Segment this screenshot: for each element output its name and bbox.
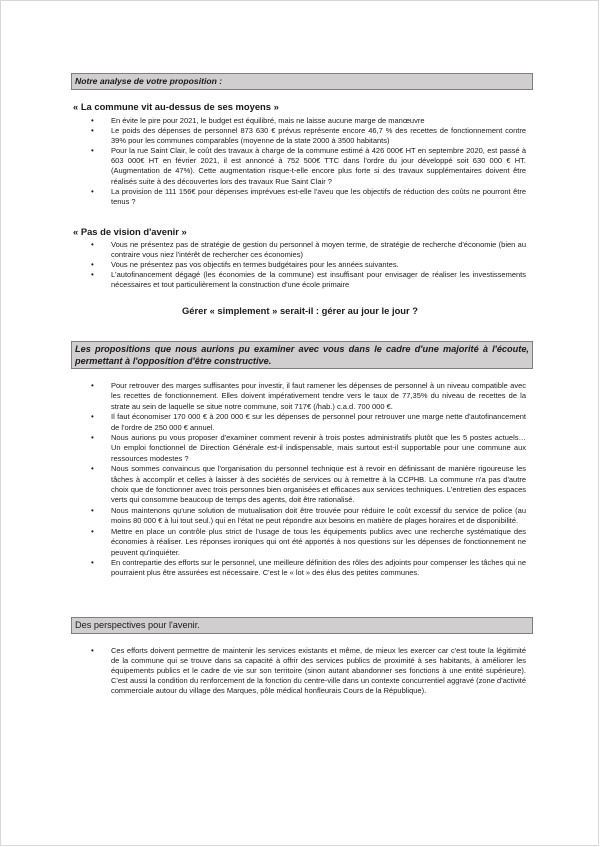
list-item: • Vous ne présentez pas de stratégie de gestion du personnel à moyen terme, de stratégie de recherche d'économie (bien au contraire vous niez l'intérêt de rechercher ces économies) [91,240,526,260]
section-analysis-title: Notre analyse de votre proposition : [75,76,223,86]
bullet-icon: • [91,433,94,443]
bullet-icon: • [91,412,94,422]
list-item: • En évite le pire pour 2021, le budget est équilibré, mais ne laisse aucune marge de manœuvre [91,116,425,125]
bullet-icon: • [91,186,94,196]
bullet-icon: • [91,240,94,249]
bullets-no-vision [91,240,526,290]
bullets-living-beyond-means [91,116,526,207]
bullet-icon: • [91,464,94,474]
section-analysis-band [71,73,533,90]
section-perspectives-band [71,617,533,634]
list-item: • Nous maintenons qu'une solution de mutualisation doit être trouvée pour réduire le coût excessif du service de police (au moins 80 000 € à lui tout seul.) qui en l'état ne peut répondre aux besoins en matière de plages horaires et de disponibilité. [91,505,526,526]
heading-living-beyond-means: « La commune vit au-dessus de ses moyens » [73,101,279,112]
bullet-icon: • [91,260,94,270]
bullet-icon: • [91,505,94,515]
list-item: • Nous aurions pu vous proposer d'examiner comment revenir à trois postes administratifs plutôt que les 5 postes actuels… Un emploi fonctionnel de Direction Générale est-il indispensable, mais surtout est-il supportable pour une commune aux ressources modestes ? [91,433,526,463]
bullet-icon: • [91,116,94,125]
list-item: • Pour la rue Saint Clair, le coût des travaux à charge de la commune estimé à 426 000€ HT en septembre 2020, est passé à 603 000€ HT en février 2021, il est annoncé à 752 500€ TTC dans l'ordre du jour développé soit 630 000 € HT. (Augmentation de 47%). Cette augmentation risque-t-elle encore plus forte si des travaux supplémentaires doivent être réalisés suite à des découvertes lors des travaux Rue Saint Clair ? [91,146,526,186]
bullet-icon: • [91,270,94,280]
list-item: • Mettre en place un contrôle plus strict de l'usage de tous les équipements publics avec une recherche systématique des économies à réaliser. Les réponses ironiques qui ont été apportés à nos questions sur les dépenses de fonctionnement ne peuvent qu'inquiéter. [91,526,526,557]
bullet-icon: • [91,146,94,156]
bullet-icon: • [91,126,94,136]
bullet-icon: • [91,557,94,567]
section-proposals-title: Les propositions que nous aurions pu examiner avec vous dans le cadre d'une majorité à l'écoute, permettant à l'opposition d'être constructive. [75,344,529,366]
list-item: • Vous ne présentez pas vos objectifs en termes budgétaires pour les années suivantes. [91,260,399,270]
bullets-perspectives [91,646,526,696]
list-item: • La provision de 111 156€ pour dépenses imprévues est-elle l'aveu que les objectifs de réduction des coûts ne pourront être tenus ? [91,186,526,206]
bullets-proposals [91,381,526,579]
list-item: • L'autofinancement dégagé (les économies de la commune) est insuffisant pour envisager de réaliser les investissements nécessaires et tout particulièrement la construction d'une école primaire [91,270,526,290]
section-proposals-band [71,341,533,369]
bullet-icon: • [91,526,94,536]
question-day-to-day: Gérer « simplement » serait-il : gérer au jour le jour ? [181,305,418,316]
section-perspectives-title: Des perspectives pour l'avenir. [75,620,200,630]
list-item: • Nous sommes convaincus que l'organisation du personnel technique est à revoir en définissant de manière rigoureuse les tâches à accomplir et celles à laisser à des sociétés de services ou à remettre à la CCPHB. La commune n'a pas d'autre choix que de fonctionner avec trois personnes bien organisées et efficaces aux services techniques. L'entretien des espaces verts qui consomme beaucoup de temps des agents, doit être rationalisé. [91,464,526,505]
list-item: • Il faut économiser 170 000 € à 200 000 € sur les dépenses de personnel pour retrouver une marge nette d'autofinancement de l'ordre de 250 000 € annuel. [91,412,526,432]
bullet-icon: • [91,646,94,655]
list-item: • Ces efforts doivent permettre de maintenir les services existants et même, de mieux les exercer car c'est toute la légitimité de la commune qui se trouve dans sa capacité à offrir des services publics de proximité à ses habitants, à améliorer les équipements publics et le cadre de vie sur son territoire (sinon autant abandonner ses fonctions à une entité supérieure). C'est aussi la condition du renforcement de la fonction du centre-ville dans un contexte concurrentiel aggravé (zone d'activité commerciale autour du village des Marques, pôle médical honfleurais Cours de la République). [91,646,526,696]
list-item: • Le poids des dépenses de personnel 873 630 € prévus représente encore 46,7 % des recettes de fonctionnement contre 39% pour les communes comparables (moyenne de la state 2000 à 3500 habitants) [91,126,526,146]
list-item: • En contrepartie des efforts sur le personnel, une meilleure définition des rôles des adjoints pour compenser les tâches qui ne pourraient plus être assurées est nécessaire. C'est le « lot » des élus des petites communes. [91,557,526,578]
bullet-icon: • [91,381,94,390]
list-item: • Pour retrouver des marges suffisantes pour investir, il faut ramener les dépenses de personnel à un niveau compatible avec les recettes de fonctionnement. Elles doivent impérativement tendre vers le taux de 77,35% du niveau de recettes de la strate au sein de laquelle se situe notre commune, soit 717€ (/hab.) c.a.d. 700 000 €. [91,381,526,411]
heading-no-vision: « Pas de vision d'avenir » [73,226,187,237]
